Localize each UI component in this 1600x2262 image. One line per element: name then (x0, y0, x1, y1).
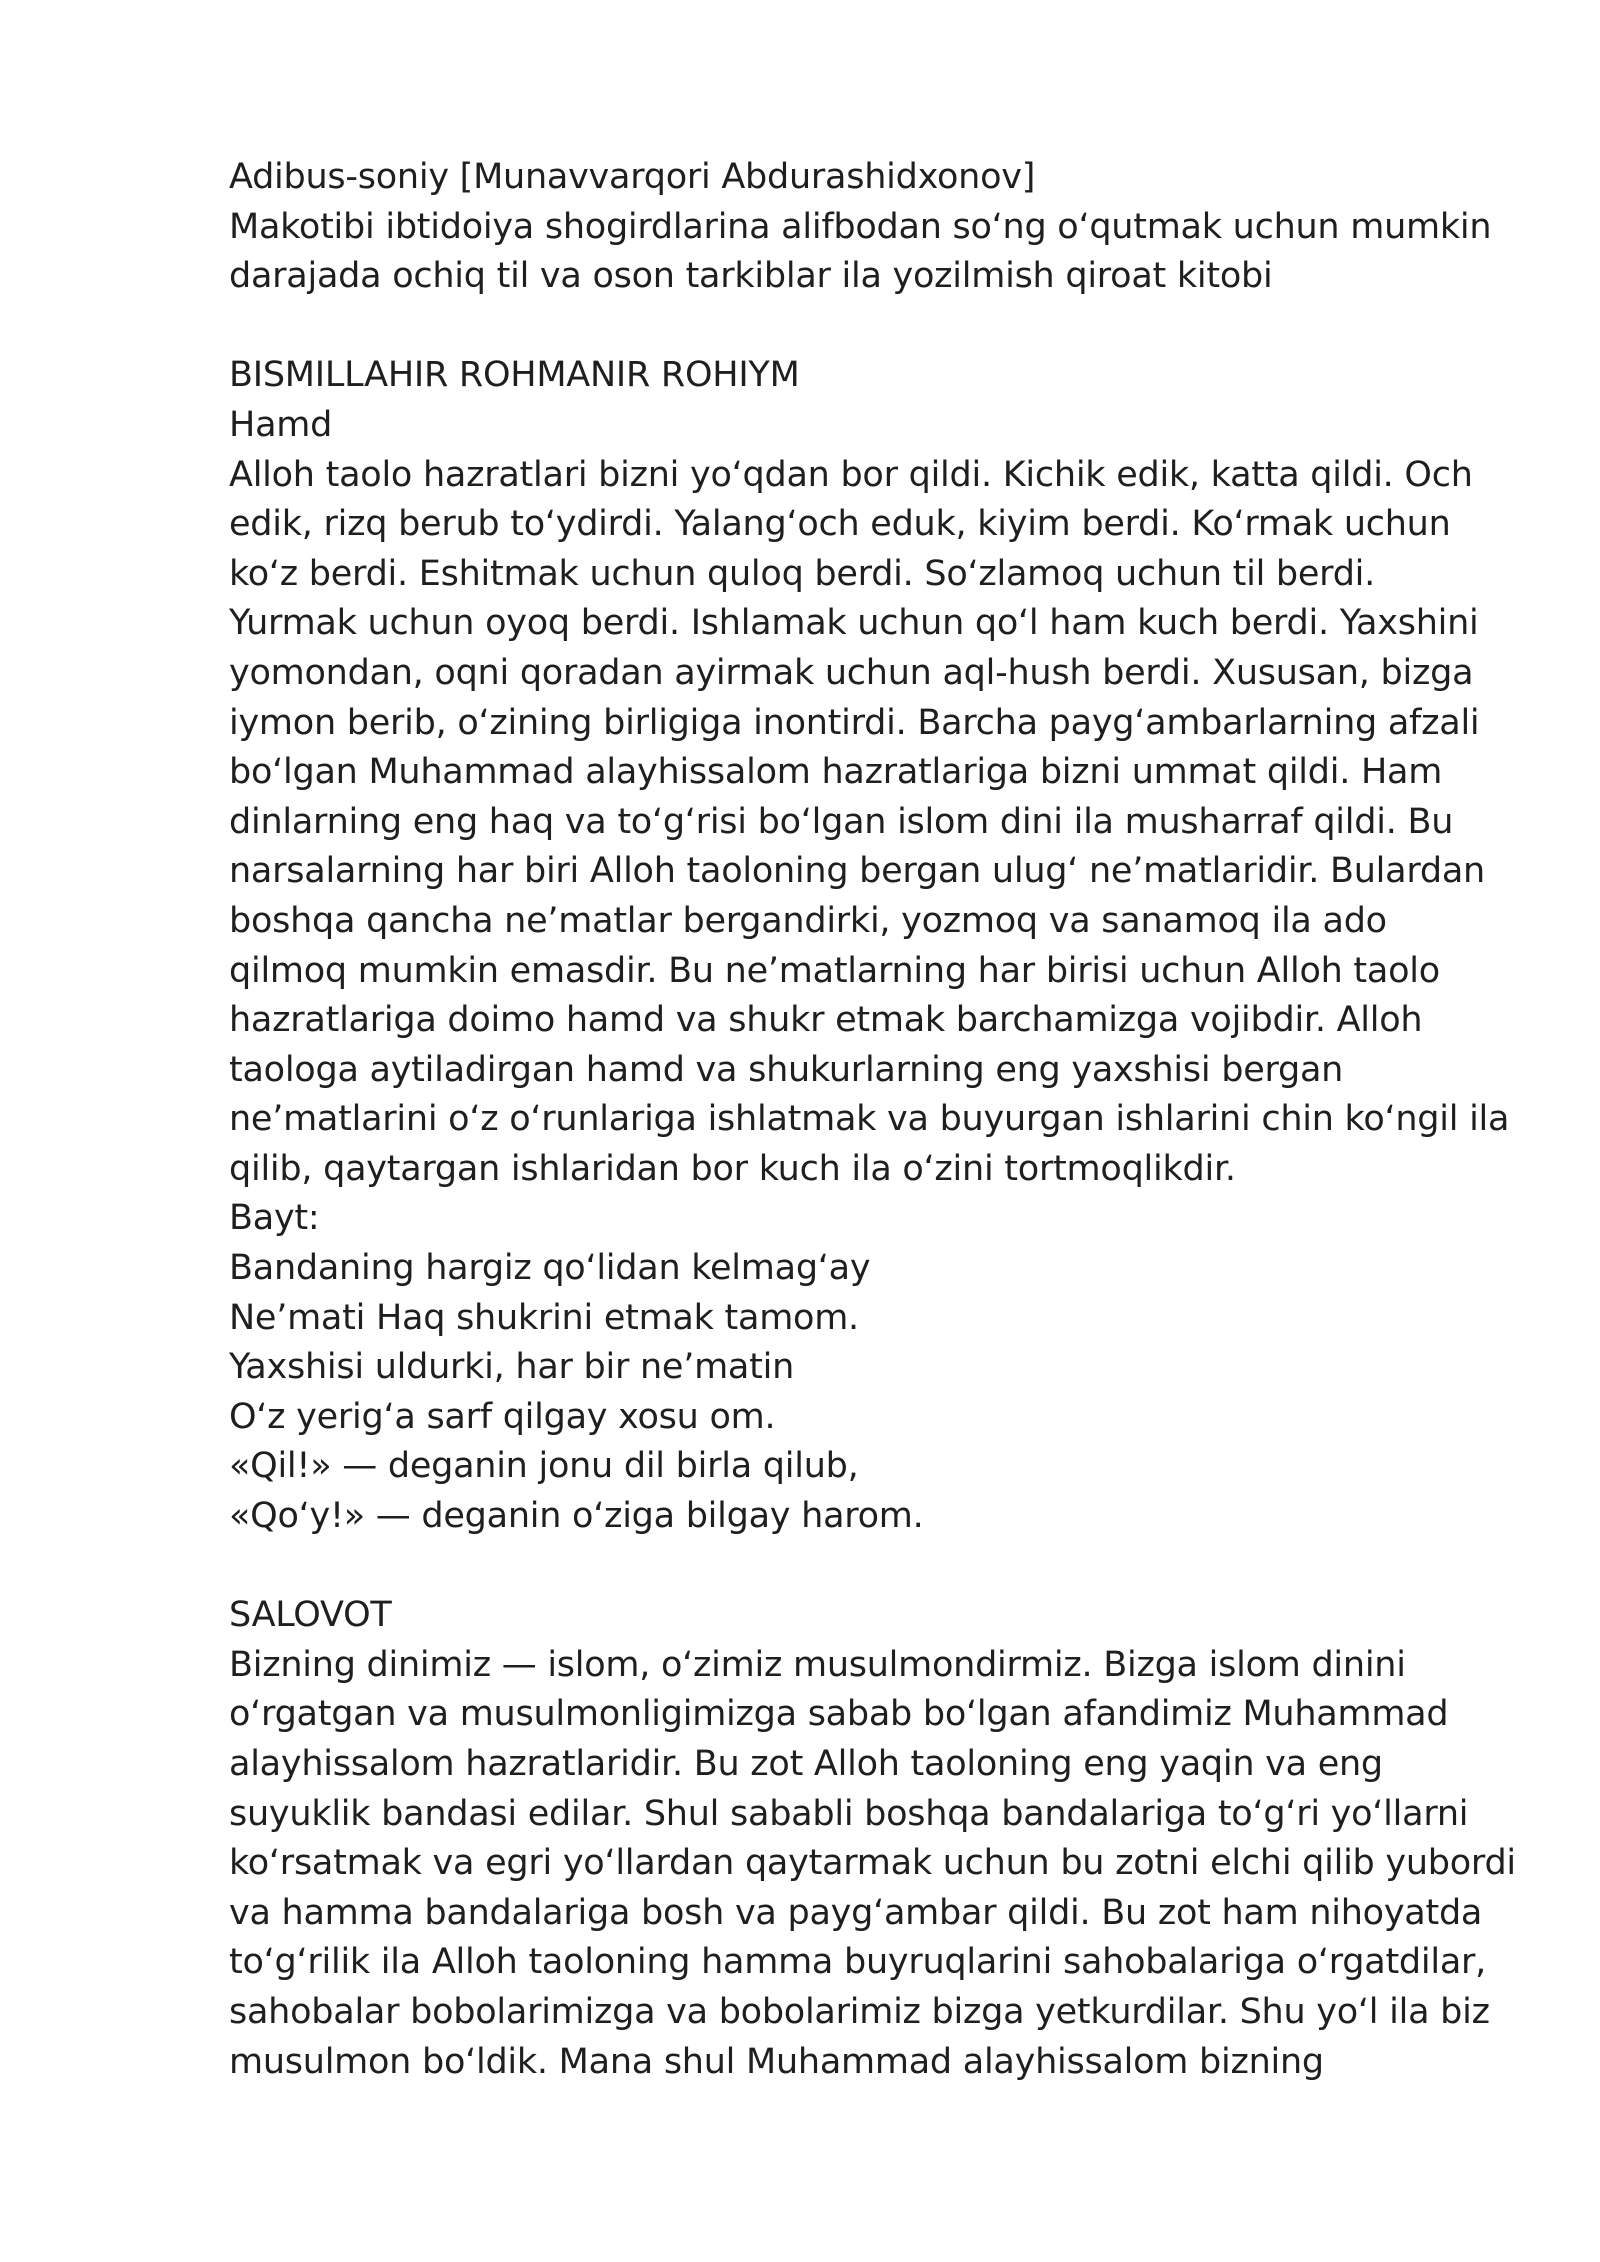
paragraph-line: narsalarning har biri Alloh taoloning bergan ulugʻ neʼmatlaridir. Bulardan (229, 851, 1485, 892)
paragraph-line: Yurmak uchun oyoq berdi. Ishlamak uchun qoʻl ham kuch berdi. Yaxshini (229, 603, 1479, 644)
paragraph-line: toʻgʻrilik ila Alloh taoloning hamma buyruqlarini sahobalariga oʻrgatdilar, (229, 1942, 1487, 1983)
paragraph-line: boʻlgan Muhammad alayhissalom hazratlariga bizni ummat qildi. Ham (229, 752, 1443, 793)
blank-line (229, 302, 1519, 352)
paragraph-line: va hamma bandalariga bosh va paygʻambar qildi. Bu zot ham nihoyatda (229, 1892, 1483, 1933)
paragraph-line: sahobalar bobolarimizga va bobolarimiz bizga yetkurdilar. Shu yoʻl ila biz (229, 1991, 1490, 2032)
verse-line: «Qoʻy!» — deganin oʻziga bilgay harom. (229, 1496, 924, 1537)
document-page (229, 153, 1519, 2087)
paragraph-line: suyuklik bandasi edilar. Shul sababli boshqa bandalariga toʻgʻri yoʻllarni (229, 1793, 1469, 1834)
paragraph-line: boshqa qancha neʼmatlar bergandirki, yozmoq va sanamoq ila ado (229, 900, 1387, 941)
paragraph-line: koʻrsatmak va egri yoʻllardan qaytarmak uchun bu zotni elchi qilib yubordi (229, 1843, 1516, 1884)
verse-line: «Qil!» — deganin jonu dil birla qilub, (229, 1446, 859, 1487)
verse-line: Bandaning hargiz qoʻlidan kelmagʻay (229, 1248, 871, 1289)
paragraph-line: koʻz berdi. Eshitmak uchun quloq berdi. Soʻzlamoq uchun til berdi. (229, 553, 1376, 594)
book-subtitle-line: darajada ochiq til va oson tarkiblar ila yozilmish qiroat kitobi (229, 256, 1273, 297)
subheading-hamd: Hamd (229, 404, 333, 445)
paragraph-line: dinlarning eng haq va toʻgʻrisi boʻlgan islom dini ila musharraf qildi. Bu (229, 801, 1454, 842)
paragraph-line: Alloh taolo hazratlari bizni yoʻqdan bor qildi. Kichik edik, katta qildi. Och (229, 454, 1473, 495)
section-heading-bismillah: BISMILLAHIR ROHMANIR ROHIYM (229, 355, 800, 396)
book-subtitle-line: Makotibi ibtidoiya shogirdlarina alifbodan soʻng oʻqutmak uchun mumkin (229, 206, 1492, 247)
paragraph-line: edik, rizq berub toʻydirdi. Yalangʻoch eduk, kiyim berdi. Koʻrmak uchun (229, 504, 1451, 545)
paragraph-line: taologa aytiladirgan hamd va shukurlarning eng yaxshisi bergan (229, 1049, 1344, 1090)
paragraph-line: neʼmatlarini oʻz oʻrunlariga ishlatmak va buyurgan ishlarini chin koʻngil ila (229, 1099, 1510, 1140)
paragraph-line: iymon berib, oʻzining birligiga inontirdi. Barcha paygʻambarlarning afzali (229, 702, 1480, 743)
paragraph-line: hazratlariga doimo hamd va shukr etmak barchamizga vojibdir. Alloh (229, 1000, 1423, 1041)
verse-line: Yaxshisi uldurki, har bir neʼmatin (229, 1347, 795, 1388)
section-heading-salovot: SALOVOT (229, 1595, 392, 1636)
verse-line: Oʻz yerigʻa sarf qilgay xosu om. (229, 1396, 776, 1437)
paragraph-line: alayhissalom hazratlaridir. Bu zot Alloh taoloning eng yaqin va eng (229, 1744, 1383, 1784)
paragraph-line: qilmoq mumkin emasdir. Bu neʼmatlarning har birisi uchun Alloh taolo (229, 950, 1440, 991)
paragraph-line: Bizning dinimiz — islom, oʻzimiz musulmondirmiz. Bizga islom dinini (229, 1644, 1406, 1685)
verse-label: Bayt: (229, 1198, 320, 1239)
blank-line (229, 1542, 1519, 1592)
paragraph-line: musulmon boʻldik. Mana shul Muhammad alayhissalom bizning (229, 2041, 1324, 2082)
book-author-title: Adibus-soniy [Munavvarqori Abdurashidxonov] (229, 157, 1036, 197)
paragraph-line: yomondan, oqni qoradan ayirmak uchun aql-hush berdi. Xususan, bizga (229, 652, 1474, 693)
verse-line: Neʼmati Haq shukrini etmak tamom. (229, 1297, 859, 1338)
paragraph-line: oʻrgatgan va musulmonligimizga sabab boʻlgan afandimiz Muhammad (229, 1694, 1449, 1735)
paragraph-line: qilib, qaytargan ishlaridan bor kuch ila oʻzini tortmoqlikdir. (229, 1148, 1236, 1189)
